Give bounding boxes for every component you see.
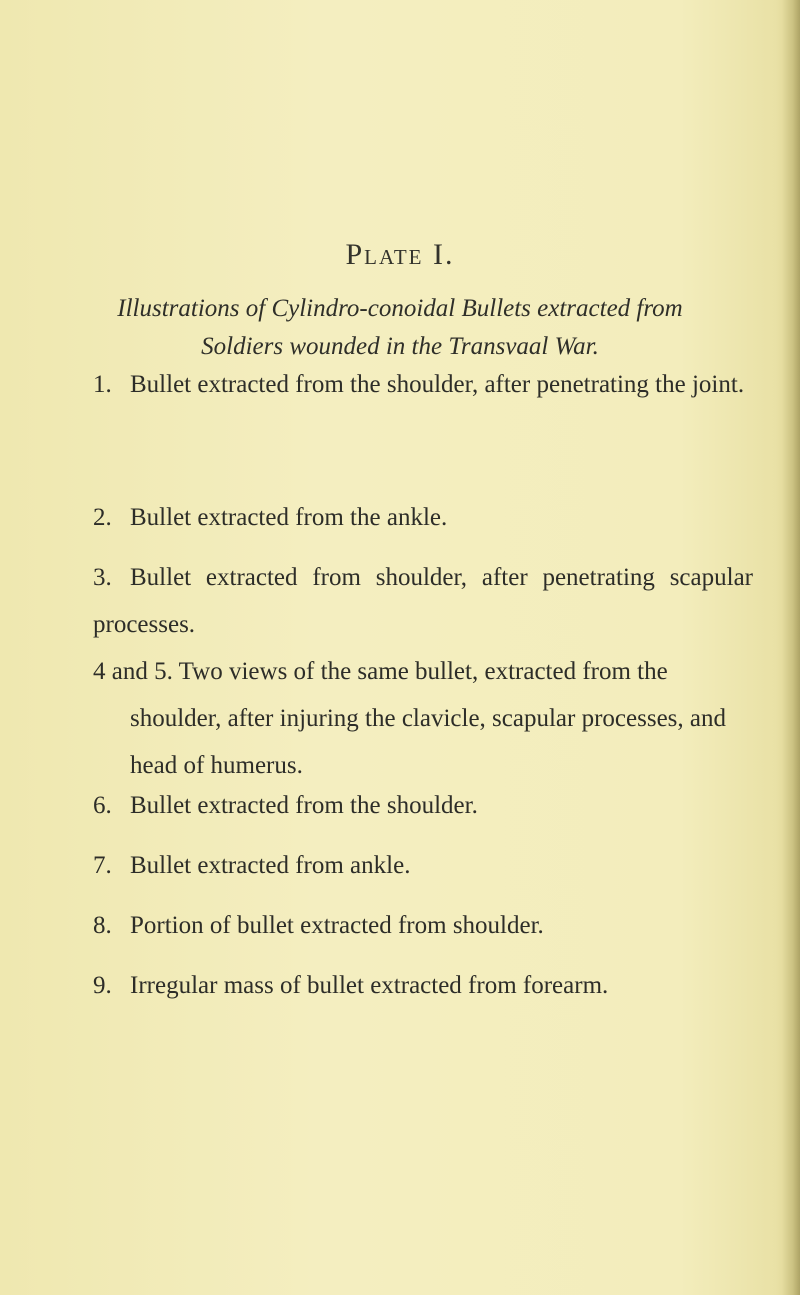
item-text: Bullet extracted from shoulder, after penetrating scapular processes. — [93, 564, 753, 638]
plate-caption — [60, 290, 740, 366]
item-number: 9. — [93, 972, 112, 999]
item-number: 4 and 5. — [93, 658, 179, 685]
item-number: 7. — [93, 852, 112, 879]
list-item — [93, 842, 753, 889]
caption-line-1: Illustrations of Cylindro-conoidal Bullets extracted from — [117, 295, 683, 322]
item-text: Bullet extracted from ankle. — [130, 852, 411, 879]
item-number: 2. — [93, 504, 112, 531]
item-text: Bullet extracted from the shoulder, after penetrating the joint. — [130, 371, 745, 398]
plate-title: Plate I. — [345, 238, 455, 271]
caption-line-2: Soldiers wounded in the Transvaal War. — [201, 333, 599, 360]
page-edge-shadow — [782, 0, 800, 1295]
list-item — [93, 361, 753, 408]
item-number: 1. — [93, 371, 112, 398]
list-item — [93, 554, 753, 648]
item-text: Bullet extracted from the ankle. — [130, 504, 448, 531]
list-item — [93, 648, 753, 789]
item-number: 6. — [93, 792, 112, 819]
item-text: Portion of bullet extracted from shoulder. — [130, 912, 544, 939]
item-number: 3. — [93, 564, 112, 591]
list-item — [93, 494, 753, 541]
item-number: 8. — [93, 912, 112, 939]
list-item — [93, 962, 753, 1009]
item-block — [93, 648, 753, 789]
item-text: Two views of the same bullet, extracted from the shoulder, after injuring the clavicle, scapular processes, and head of humerus. — [130, 658, 726, 779]
list-item — [93, 902, 753, 949]
item-text: Irregular mass of bullet extracted from forearm. — [130, 972, 609, 999]
item-text: Bullet extracted from the shoulder. — [130, 792, 478, 819]
list-item — [93, 782, 753, 829]
